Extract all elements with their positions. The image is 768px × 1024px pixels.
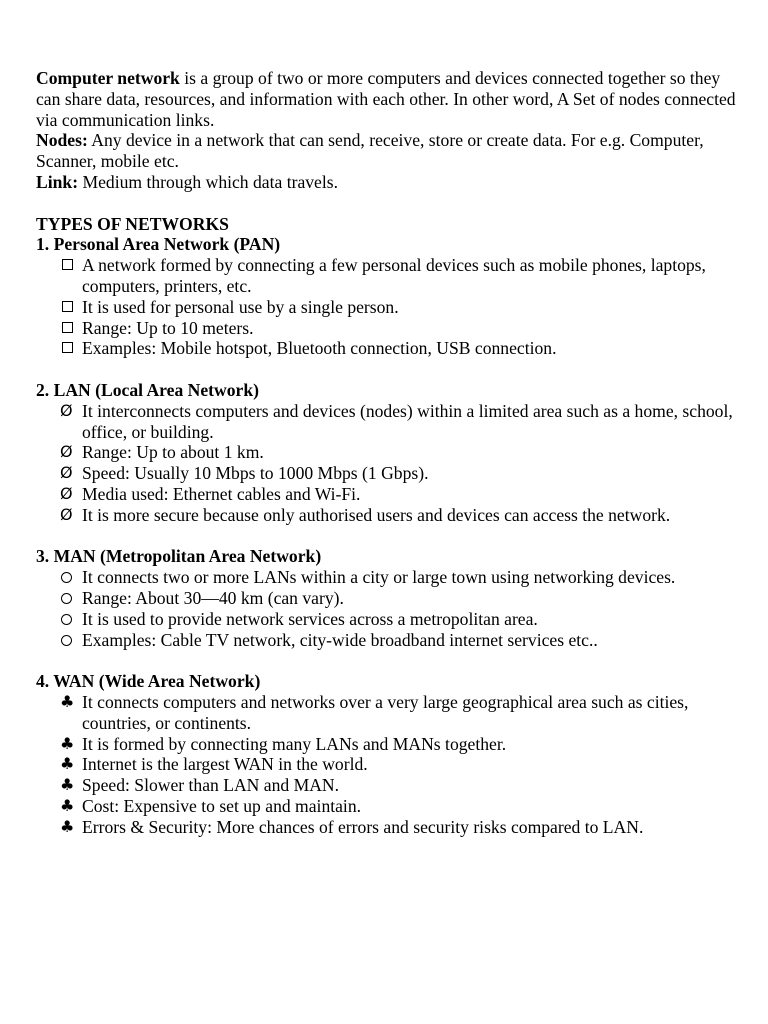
wan-item-text: It connects computers and networks over a very large geographical area such as cities, countries, or continents.: [82, 691, 689, 733]
man-item-text: Examples: Cable TV network, city-wide broadband internet services etc..: [82, 629, 598, 650]
empty-set-bullet-icon: Ø: [60, 483, 73, 503]
club-bullet-icon: ♣: [60, 816, 75, 836]
wan-heading: 4. WAN (Wide Area Network): [36, 671, 261, 692]
club-bullet-icon: ♣: [60, 754, 75, 774]
list-item: [36, 484, 736, 505]
spacer: [36, 650, 736, 671]
man-item-text: Range: About 30—40 km (can vary).: [82, 587, 344, 608]
square-bullet-icon: [62, 342, 73, 353]
spacer: [36, 193, 736, 214]
man-heading: 3. MAN (Metropolitan Area Network): [36, 546, 322, 567]
pan-heading: 1. Personal Area Network (PAN): [36, 234, 281, 255]
club-bullet-icon: ♣: [60, 691, 75, 711]
list-item: [36, 796, 736, 817]
club-bullet-icon: ♣: [60, 733, 75, 753]
wan-item-text: Speed: Slower than LAN and MAN.: [82, 775, 340, 796]
nodes-definition: Any device in a network that can send, receive, store or create data. For e.g. Computer, Scanner, mobile etc.: [36, 130, 704, 172]
empty-set-bullet-icon: Ø: [60, 400, 73, 420]
spacer: [36, 526, 736, 547]
list-item: [36, 775, 736, 796]
list-item: [36, 338, 736, 359]
lan-list: [36, 401, 736, 526]
list-item: [36, 692, 736, 734]
pan-list: [36, 255, 736, 359]
man-list: [36, 567, 736, 650]
list-item: [36, 505, 736, 526]
link-definition: Medium through which data travels.: [78, 171, 338, 192]
lan-item-text: Media used: Ethernet cables and Wi-Fi.: [82, 483, 361, 504]
intro-paragraph: [36, 68, 736, 130]
list-item: [36, 754, 736, 775]
wan-item-text: Errors & Security: More chances of errors and security risks compared to LAN.: [82, 816, 644, 837]
list-item: [36, 442, 736, 463]
list-item: [36, 817, 736, 838]
lan-item-text: It interconnects computers and devices (nodes) within a limited area such as a home, school, office, or building.: [82, 400, 733, 442]
list-item: [36, 630, 736, 651]
circle-bullet-icon: [61, 614, 72, 625]
document-page: [36, 68, 736, 837]
nodes-paragraph: [36, 130, 736, 172]
computer-network-definition: is a group of two or more computers and devices connected together so they can share data, resources, and information with each other. In other word, A Set of nodes connected via communication links.: [36, 68, 736, 130]
computer-network-term: Computer network: [36, 68, 180, 88]
list-item: [36, 588, 736, 609]
list-item: [36, 318, 736, 339]
nodes-label: Nodes:: [36, 130, 88, 151]
list-item: [36, 297, 736, 318]
pan-item-text: Examples: Mobile hotspot, Bluetooth connection, USB connection.: [82, 338, 557, 359]
club-bullet-icon: ♣: [60, 795, 75, 815]
circle-bullet-icon: [61, 572, 72, 583]
circle-bullet-icon: [61, 635, 72, 646]
man-item-text: It is used to provide network services across a metropolitan area.: [82, 608, 538, 629]
pan-item-text: It is used for personal use by a single person.: [82, 296, 399, 317]
lan-item-text: Range: Up to about 1 km.: [82, 442, 264, 463]
list-item: [36, 609, 736, 630]
spacer: [36, 359, 736, 380]
wan-list: [36, 692, 736, 838]
link-label: Link:: [36, 171, 79, 192]
lan-heading: 2. LAN (Local Area Network): [36, 379, 259, 400]
list-item: [36, 255, 736, 297]
square-bullet-icon: [62, 322, 73, 333]
wan-item-text: Internet is the largest WAN in the world.: [82, 754, 368, 775]
pan-item-text: Range: Up to 10 meters.: [82, 317, 254, 338]
empty-set-bullet-icon: Ø: [60, 463, 73, 483]
circle-bullet-icon: [61, 593, 72, 604]
empty-set-bullet-icon: Ø: [60, 442, 73, 462]
man-item-text: It connects two or more LANs within a city or large town using networking devices.: [82, 567, 676, 588]
list-item: [36, 401, 736, 443]
wan-item-text: Cost: Expensive to set up and maintain.: [82, 795, 362, 816]
square-bullet-icon: [62, 301, 73, 312]
empty-set-bullet-icon: Ø: [60, 504, 73, 524]
lan-item-text: Speed: Usually 10 Mbps to 1000 Mbps (1 Gbps).: [82, 463, 429, 484]
pan-item-text: A network formed by connecting a few personal devices such as mobile phones, laptops, computers, printers, etc.: [82, 255, 706, 296]
list-item: [36, 567, 736, 588]
square-bullet-icon: [62, 259, 73, 270]
link-paragraph: [36, 172, 736, 193]
lan-item-text: It is more secure because only authorised users and devices can access the network.: [82, 504, 671, 525]
list-item: [36, 463, 736, 484]
list-item: [36, 734, 736, 755]
club-bullet-icon: ♣: [60, 775, 75, 795]
wan-item-text: It is formed by connecting many LANs and MANs together.: [82, 733, 507, 754]
types-heading: TYPES OF NETWORKS: [36, 213, 229, 234]
